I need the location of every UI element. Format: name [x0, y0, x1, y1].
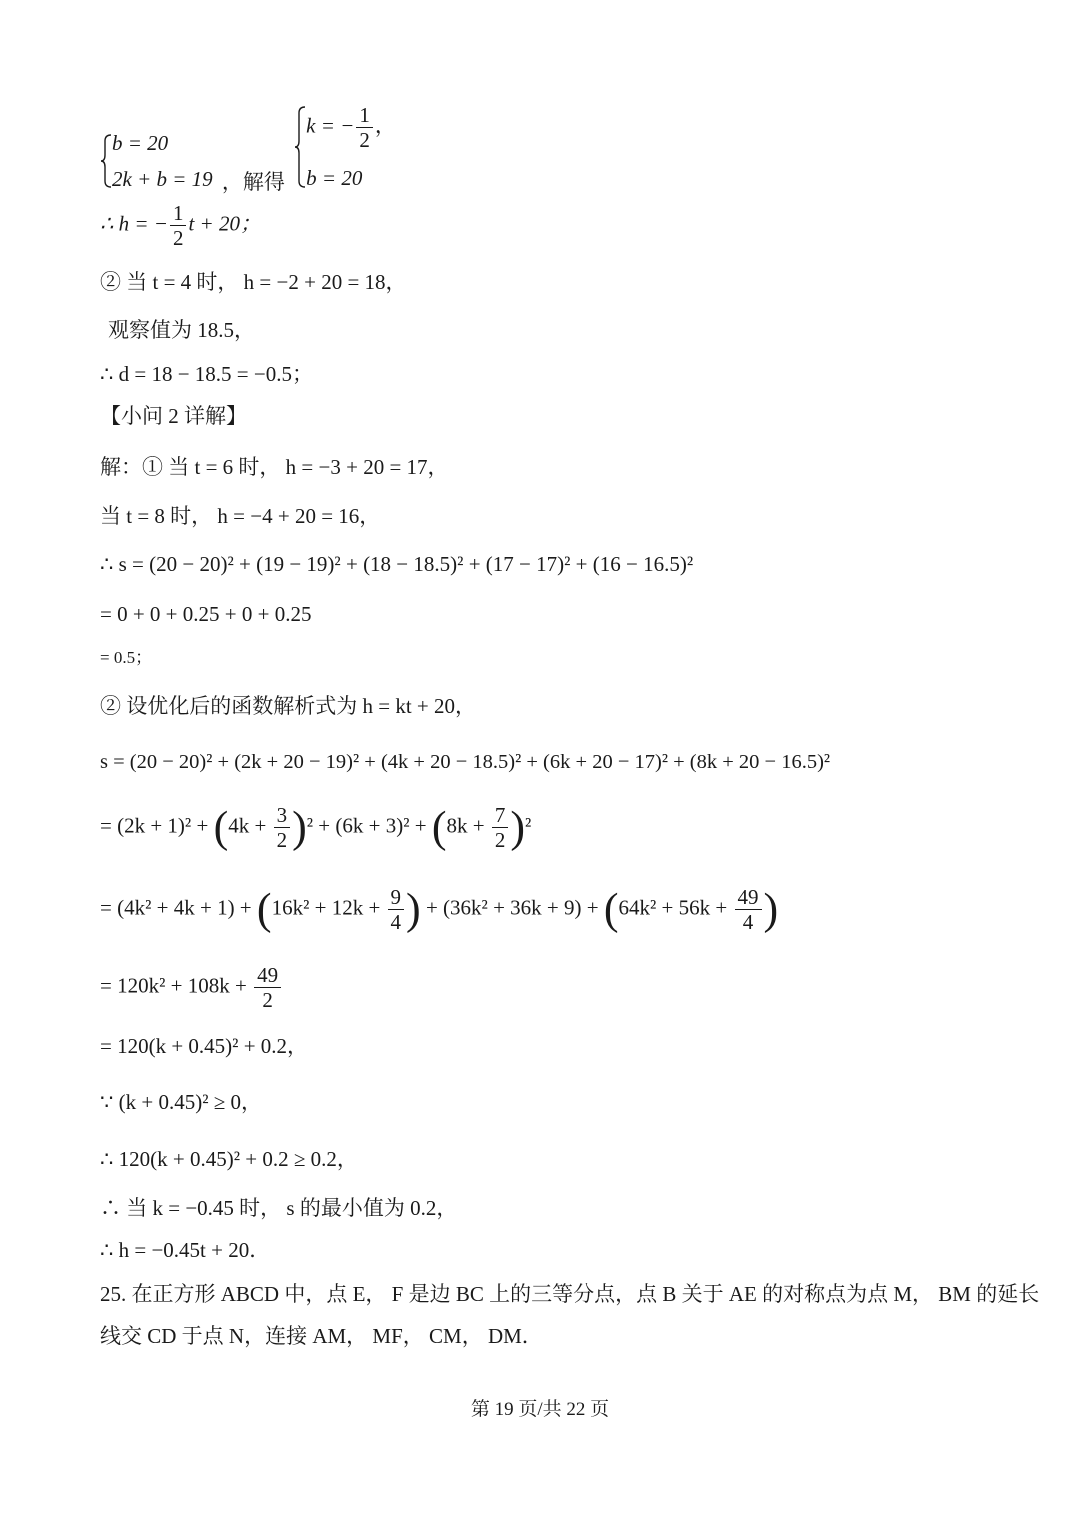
line-s2: = 0 + 0 + 0.25 + 0 + 0.25: [100, 602, 312, 626]
line-s6: = (4k² + 4k + 1) + (16k² + 12k + $\frac{9}{4}$ ) + (36k² + 36k + 9) + (64k² + 56k + $\frac{49}{4}$ ): [100, 884, 779, 935]
line-s1: ∴ s = (20 − 20)² + (19 − 19)² + (18 − 18.5)² + (17 − 17)² + (16 − 16.5)²: [100, 552, 694, 576]
left-brace-icon: [294, 105, 306, 189]
line-s9: ∵ (k + 0.45)² ≥ 0，: [100, 1090, 263, 1114]
system-row-2: 2k + b = 19: [112, 166, 213, 191]
line-optimized: ② 设优化后的函数解析式为 h = kt + 20，: [100, 694, 477, 718]
equation-h: ∴ h = − $\frac{1}{2}$ t + 20；: [100, 201, 261, 251]
page-footer: 第 19 页/共 22 页: [470, 1399, 610, 1420]
equation-system: [100, 104, 396, 194]
line-s7: = 120k² + 108k + $\frac{49}{2}$: [100, 964, 283, 1011]
line-d: ∴ d = 18 − 18.5 = −0.5；: [100, 362, 313, 386]
solution-b: b = 20: [306, 165, 363, 190]
system-row-1: b = 20: [112, 131, 169, 155]
line-s5: = (2k + 1)² + (4k + $\frac{3}{2}$ )² + (6k + 3)² + (8k + $\frac{7}{2}$ )²: [100, 802, 532, 853]
solution-k: k = − $\frac{1}{2}$ ，: [306, 103, 396, 153]
line-observed: 观察值为 18.5，: [108, 318, 255, 342]
line-s11: ∴ 当 k = −0.45 时， s 的最小值为 0.2，: [100, 1196, 458, 1220]
line-s10: ∴ 120(k + 0.45)² + 0.2 ≥ 0.2，: [100, 1147, 358, 1171]
problem-25-line-2: 线交 CD 于点 N，连接 AM， MF， CM， DM．: [100, 1324, 543, 1348]
line-t6: 解：① 当 t = 6 时， h = −3 + 20 = 17，: [100, 455, 449, 479]
line-t4: ② 当 t = 4 时， h = −2 + 20 = 18，: [100, 270, 407, 294]
left-brace-icon: [100, 133, 112, 189]
line-s3: = 0.5；: [100, 648, 153, 667]
problem-25-line-1: 25. 在正方形 ABCD 中，点 E， F 是边 BC 上的三等分点，点 B 关于 AE 的对称点为点 M， BM 的延长: [100, 1282, 1040, 1306]
line-s4: s = (20 − 20)² + (2k + 20 − 19)² + (4k + 20 − 18.5)² + (6k + 20 − 17)² + (8k + 20 − 16.5)²: [100, 751, 831, 773]
line-t8: 当 t = 8 时， h = −4 + 20 = 16，: [100, 504, 381, 528]
line-s8: = 120(k + 0.45)² + 0.2，: [100, 1034, 309, 1058]
line-s12: ∴ h = −0.45t + 20．: [100, 1238, 271, 1262]
section-heading: 【小问 2 详解】: [100, 404, 247, 428]
system-separator: ，解得: [221, 170, 285, 194]
